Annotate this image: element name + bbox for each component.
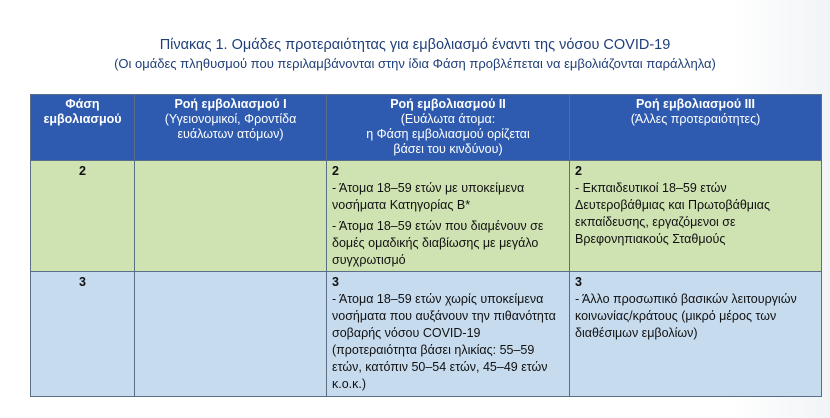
flow-2-item: - Άτομα 18–59 ετών με υποκείμενα νοσήματα Κατηγορίας Β* (332, 181, 525, 212)
flow-3-phase-number: 3 (575, 275, 582, 289)
flow-2-phase-number: 3 (332, 275, 339, 289)
flow-3-cell (570, 272, 822, 397)
header-flow-2-sub-1: (Ευάλωτα άτομα: (400, 112, 496, 126)
header-flow-1 (135, 95, 327, 161)
header-flow-1-sub-2: ευάλωτων ατόμων) (177, 127, 284, 141)
header-flow-1-sub-1: (Υγειονομικοί, Φροντίδα (164, 112, 297, 126)
header-phase (31, 95, 135, 161)
header-phase-line2: εμβολιασμού (43, 112, 122, 126)
flow-2-item: - Άτομα 18–59 ετών χωρίς υποκείμενα νοσήματα που αυξάνουν την πιθανότητα σοβαρής νόσου COVID-19 (προτεραιότητα βάσει ηλικίας: 55–59 ετών, κατόπιν 50–54 ετών, 45–49 ετών κ.ο.κ.) (332, 292, 556, 391)
table-title: Πίνακας 1. Ομάδες προτεραιότητας για εμβολιασμό έναντι της νόσου COVID-19 (159, 37, 671, 53)
table-caption (0, 36, 830, 73)
flow-2-phase-number: 2 (332, 164, 339, 178)
header-flow-2-sub-3: βάσει του κινδύνου) (393, 142, 503, 156)
header-phase-line1: Φάση (65, 97, 100, 111)
header-flow-1-title: Ροή εμβολιασμού Ι (174, 97, 287, 111)
priority-groups-table (30, 94, 822, 397)
flow-2-cell (327, 161, 570, 272)
flow-2-item: - Άτομα 18–59 ετών που διαμένουν σε δομές ομαδικής διαβίωσης με μεγάλο συγχρωτισμό (332, 219, 544, 267)
header-flow-2 (327, 95, 570, 161)
flow-3-item: - Εκπαιδευτικοί 18–59 ετών Δευτεροβάθμιας και Πρωτοβάθμιας εκπαίδευσης, εργαζόμενοι σε Βρεφονηπιακούς Σταθμούς (575, 181, 771, 246)
header-flow-3 (570, 95, 822, 161)
table-row-phase-2 (31, 161, 822, 272)
header-flow-3-sub-1: (Άλλες προτεραιότητες) (630, 112, 761, 126)
header-flow-2-sub-2: η Φάση εμβολιασμού ορίζεται (366, 127, 530, 141)
header-flow-2-title: Ροή εμβολιασμού ΙΙ (390, 97, 506, 111)
flow-3-item: - Άλλο προσωπικό βασικών λειτουργιών κοινωνίας/κράτους (μικρό μέρος των διαθέσιμων εμβολίων) (575, 292, 797, 340)
phase-cell: 3 (31, 272, 135, 397)
phase-cell: 2 (31, 161, 135, 272)
flow-1-cell (135, 161, 327, 272)
table-row-phase-3 (31, 272, 822, 397)
flow-2-cell (327, 272, 570, 397)
table-subtitle: (Οι ομάδες πληθυσμού που περιλαμβάνονται στην ίδια Φάση προβλέπεται να εμβολιάζονται παράλληλα) (114, 56, 716, 71)
flow-3-cell (570, 161, 822, 272)
header-row (31, 95, 822, 161)
flow-1-cell (135, 272, 327, 397)
header-flow-3-title: Ροή εμβολιασμού ΙΙΙ (635, 97, 756, 111)
flow-3-phase-number: 2 (575, 164, 582, 178)
